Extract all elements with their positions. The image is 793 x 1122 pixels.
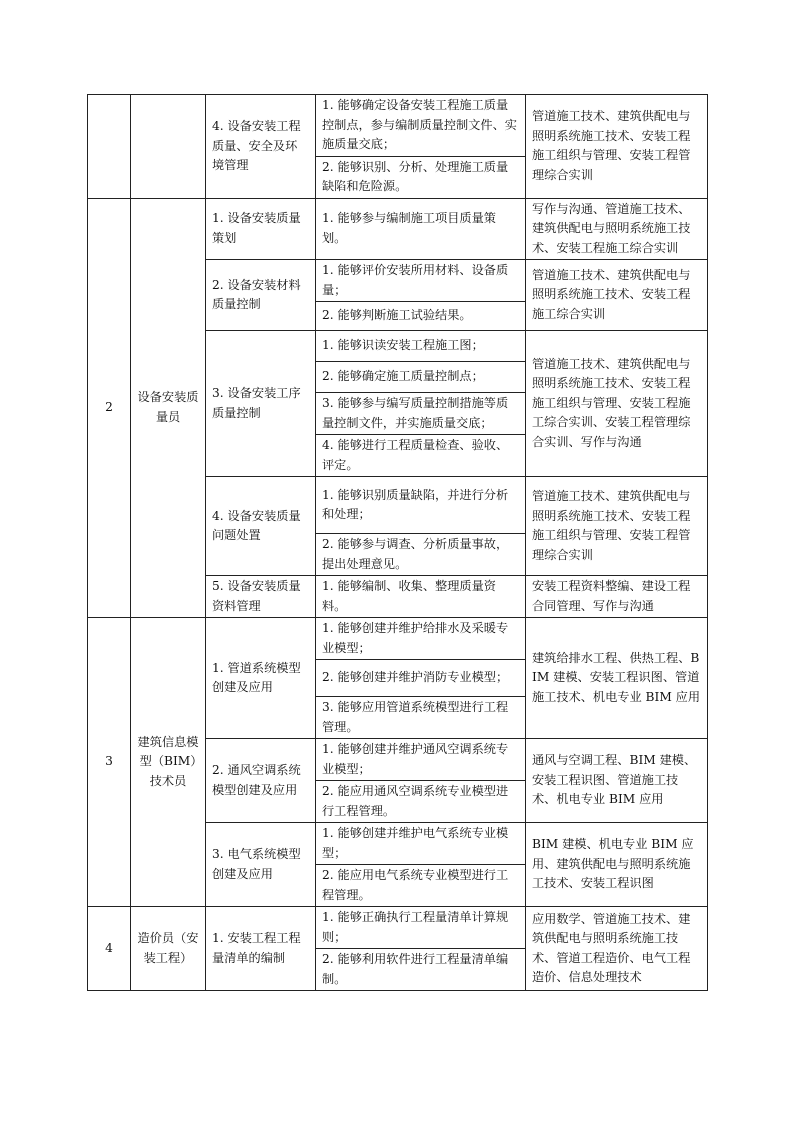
- table-row: [88, 95, 708, 157]
- work-task-cell: 4. 设备安装质量问题处置: [206, 477, 316, 576]
- table-row: [88, 907, 708, 949]
- ability-cell: 2. 能够参与调查、分析质量事故，提出处理意见。: [316, 534, 526, 576]
- row-number-cell: 4: [88, 907, 131, 991]
- ability-cell: 2. 能够确定施工质量控制点；: [316, 362, 526, 393]
- job-role-cell: 设备安装质量员: [131, 198, 206, 618]
- ability-cell: 2. 能够创建并维护消防专业模型；: [316, 660, 526, 697]
- work-task-cell: 4. 设备安装工程质量、安全及环境管理: [206, 95, 316, 199]
- table-body: [88, 95, 708, 991]
- ability-cell: 1. 能够评价安装所用材料、设备质量；: [316, 260, 526, 302]
- ability-cell: 2. 能够利用软件进行工程量清单编制。: [316, 949, 526, 991]
- work-task-cell: 3. 设备安装工序质量控制: [206, 331, 316, 477]
- courses-cell: 应用数学、管道施工技术、建筑供配电与照明系统施工技术、管道工程造价、电气工程造价、信息处理技术: [526, 907, 708, 991]
- work-task-cell: 2. 设备安装材料质量控制: [206, 260, 316, 331]
- ability-cell: 2. 能应用电气系统专业模型进行工程管理。: [316, 865, 526, 907]
- ability-cell: 1. 能够识别质量缺陷，并进行分析和处理；: [316, 477, 526, 534]
- ability-cell: 2. 能够识别、分析、处理施工质量缺陷和危险源。: [316, 156, 526, 198]
- ability-cell: 3. 能够参与编写质量控制措施等质量控制文件，并实施质量交底；: [316, 393, 526, 435]
- courses-cell: 通风与空调工程、BIM 建模、安装工程识图、管道施工技术、机电专业 BIM 应用: [526, 739, 708, 823]
- work-task-cell: 5. 设备安装质量资料管理: [206, 576, 316, 618]
- row-number-cell: 3: [88, 618, 131, 907]
- job-role-cell: [131, 95, 206, 199]
- work-task-cell: 1. 管道系统模型创建及应用: [206, 618, 316, 739]
- courses-cell: 管道施工技术、建筑供配电与照明系统施工技术、安装工程施工组织与管理、安装工程施工综合实训、安装工程管理综合实训、写作与沟通: [526, 331, 708, 477]
- ability-cell: 1. 能够创建并维护通风空调系统专业模型；: [316, 739, 526, 781]
- ability-cell: 1. 能够正确执行工程量清单计算规则；: [316, 907, 526, 949]
- table-row: [88, 618, 708, 660]
- ability-cell: 2. 能够判断施工试验结果。: [316, 302, 526, 331]
- table-row: [88, 198, 708, 260]
- ability-cell: 2. 能应用通风空调系统专业模型进行工程管理。: [316, 781, 526, 823]
- work-task-cell: 3. 电气系统模型创建及应用: [206, 823, 316, 907]
- work-task-cell: 1. 设备安装质量策划: [206, 198, 316, 260]
- ability-cell: 1. 能够参与编制施工项目质量策划。: [316, 198, 526, 260]
- courses-cell: 安装工程资料整编、建设工程合同管理、写作与沟通: [526, 576, 708, 618]
- courses-cell: 管道施工技术、建筑供配电与照明系统施工技术、安装工程施工组织与管理、安装工程管理综合实训: [526, 95, 708, 199]
- ability-cell: 1. 能够创建并维护电气系统专业模型；: [316, 823, 526, 865]
- courses-cell: 管道施工技术、建筑供配电与照明系统施工技术、安装工程施工组织与管理、安装工程管理综合实训: [526, 477, 708, 576]
- ability-cell: 4. 能够进行工程质量检查、验收、评定。: [316, 435, 526, 477]
- work-task-cell: 2. 通风空调系统模型创建及应用: [206, 739, 316, 823]
- ability-cell: 1. 能够识读安装工程施工图；: [316, 331, 526, 362]
- courses-cell: BIM 建模、机电专业 BIM 应用、建筑供配电与照明系统施工技术、安装工程识图: [526, 823, 708, 907]
- work-task-cell: 1. 安装工程工程量清单的编制: [206, 907, 316, 991]
- competency-course-table: [87, 94, 708, 991]
- ability-cell: 1. 能够编制、收集、整理质量资料。: [316, 576, 526, 618]
- row-number-cell: [88, 95, 131, 199]
- ability-cell: 1. 能够创建并维护给排水及采暖专业模型；: [316, 618, 526, 660]
- courses-cell: 写作与沟通、管道施工技术、建筑供配电与照明系统施工技术、安装工程施工综合实训: [526, 198, 708, 260]
- ability-cell: 3. 能够应用管道系统模型进行工程管理。: [316, 697, 526, 739]
- courses-cell: 建筑给排水工程、供热工程、BIM 建模、安装工程识图、管道施工技术、机电专业 BIM 应用: [526, 618, 708, 739]
- ability-cell: 1. 能够确定设备安装工程施工质量控制点，参与编制质量控制文件、实施质量交底；: [316, 95, 526, 157]
- job-role-cell: 建筑信息模型（BIM）技术员: [131, 618, 206, 907]
- row-number-cell: 2: [88, 198, 131, 618]
- courses-cell: 管道施工技术、建筑供配电与照明系统施工技术、安装工程施工综合实训: [526, 260, 708, 331]
- job-role-cell: 造价员（安装工程）: [131, 907, 206, 991]
